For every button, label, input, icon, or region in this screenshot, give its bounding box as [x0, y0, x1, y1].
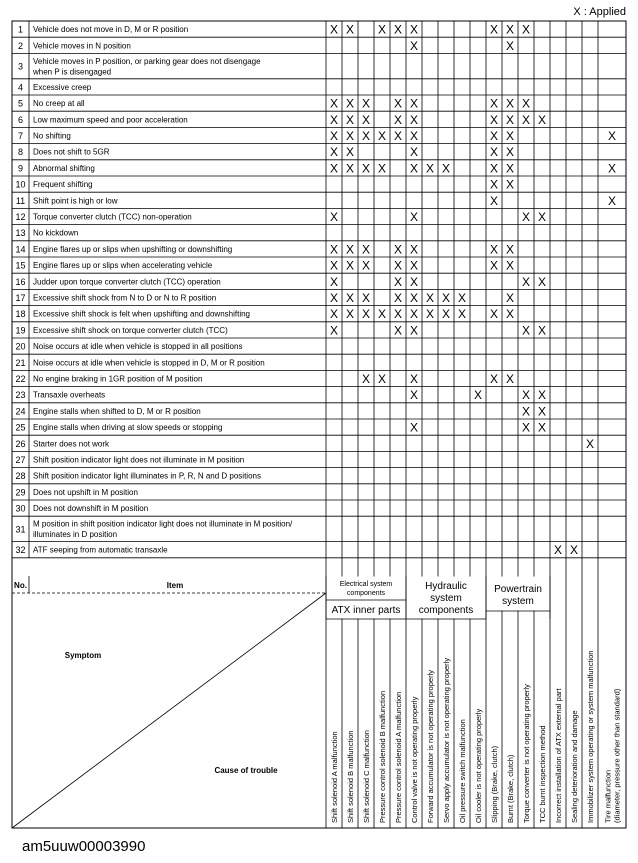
row-number: 28: [15, 471, 26, 482]
row-number: 30: [15, 503, 26, 514]
applied-mark: X: [361, 242, 371, 257]
applied-mark: X: [489, 177, 499, 192]
powertrain-group-label: Powertrain: [494, 584, 542, 595]
symptom-text: Does not downshift in M position: [33, 504, 149, 514]
symptom-text: Low maximum speed and poor acceleration: [33, 115, 188, 125]
applied-mark: X: [505, 145, 515, 160]
row-number: 11: [15, 195, 26, 206]
row-number: 24: [15, 406, 26, 417]
symptom-text: No shifting: [33, 131, 71, 141]
applied-mark: X: [489, 372, 499, 386]
row-number: 2: [17, 40, 24, 51]
applied-mark: X: [425, 291, 435, 305]
applied-mark: X: [505, 112, 515, 127]
applied-mark: X: [473, 388, 483, 403]
applied-mark: X: [409, 323, 419, 338]
cause-column-label: Oil cooler is not operating properly: [474, 708, 483, 823]
row-number: 25: [15, 422, 26, 433]
applied-mark: X: [505, 161, 515, 176]
applied-mark: X: [505, 96, 515, 111]
applied-mark: X: [489, 96, 499, 111]
applied-mark: X: [329, 323, 339, 338]
cause-column-label: Sealing deterioration and damage: [570, 710, 579, 823]
symptom-text: Transaxle overheats: [33, 390, 106, 400]
applied-mark: X: [607, 129, 617, 143]
row-number: 23: [15, 390, 26, 401]
applied-mark: X: [377, 372, 387, 386]
row-number: 17: [15, 293, 26, 303]
symptom-text: Noise occurs at idle when vehicle is stopped in D, M or R position: [33, 358, 265, 368]
symptom-text: Shift position indicator light does not illuminate in M position: [33, 455, 245, 465]
row-number: 4: [17, 82, 24, 93]
row-number: 10: [15, 179, 26, 190]
symptom-text: when P is disengaged: [33, 67, 112, 77]
applied-mark: X: [521, 274, 531, 289]
row-number: 26: [15, 438, 26, 449]
applied-mark: X: [505, 38, 515, 53]
applied-mark: X: [345, 307, 355, 322]
symptom-text: Does not shift to 5GR: [33, 147, 110, 157]
row-number: 13: [15, 228, 26, 239]
applied-mark: X: [329, 22, 339, 37]
applied-mark: X: [521, 112, 531, 127]
applied-mark: X: [409, 258, 419, 273]
row-number: 8: [17, 147, 24, 158]
applied-mark: X: [521, 388, 531, 403]
applied-mark: X: [377, 161, 387, 176]
powertrain-group-label: system: [502, 596, 534, 607]
row-number: 27: [15, 455, 26, 465]
applied-mark: X: [393, 274, 403, 289]
cause-column-label: Pressure control solenoid B malfunction: [378, 690, 387, 823]
cause-column-label: Slipping (Brake, clutch): [490, 745, 499, 823]
applied-mark: X: [393, 129, 403, 143]
row-number: 18: [15, 309, 26, 320]
cause-column-label: Immobilizer system operating or system malfunction: [586, 650, 595, 823]
applied-mark: X: [377, 129, 387, 143]
symptom-text: Torque converter clutch (TCC) non-operation: [33, 212, 192, 222]
header-item: Item: [166, 581, 184, 590]
row-number: 5: [17, 98, 24, 109]
cause-column-label: TCC burnt inspection method: [538, 725, 547, 823]
applied-mark: X: [537, 420, 547, 435]
symptom-text: ATF seeping from automatic transaxle: [33, 545, 168, 555]
cause-column-label: Tire malfunction: [603, 769, 613, 823]
applied-mark: X: [457, 307, 467, 322]
hydraulic-group-label: components: [418, 605, 474, 616]
applied-mark: X: [409, 274, 419, 289]
row-number: 19: [15, 325, 26, 336]
applied-mark: X: [607, 193, 617, 208]
applied-mark: X: [409, 129, 419, 143]
applied-mark: X: [361, 96, 371, 111]
symptom-text: Abnormal shifting: [33, 163, 95, 173]
applied-mark: X: [489, 258, 499, 273]
applied-mark: X: [393, 291, 403, 305]
applied-mark: X: [393, 22, 403, 37]
applied-mark: X: [409, 161, 419, 176]
applied-mark: X: [489, 161, 499, 176]
symptom-text: Shift position indicator light illuminates in P, R, N and D positions: [33, 471, 261, 481]
applied-mark: X: [505, 129, 515, 143]
symptom-text: Engine stalls when shifted to D, M or R position: [33, 406, 201, 416]
applied-mark: X: [489, 112, 499, 127]
applied-mark: X: [537, 388, 547, 403]
applied-mark: X: [505, 372, 515, 386]
applied-mark: X: [409, 242, 419, 257]
symptom-text: Does not upshift in M position: [33, 487, 138, 497]
cause-column-label: (diameter, pressure other than standard): [612, 688, 622, 823]
row-number: 3: [17, 61, 24, 72]
applied-mark: X: [393, 323, 403, 338]
applied-mark: X: [377, 22, 387, 37]
electrical-group-label: Electrical system: [339, 581, 393, 588]
applied-mark: X: [521, 210, 531, 224]
applied-mark: X: [505, 177, 515, 192]
symptom-text: Excessive shift shock on torque converter clutch (TCC): [33, 325, 228, 335]
applied-mark: X: [393, 96, 403, 111]
row-number: 22: [15, 374, 26, 384]
applied-mark: X: [361, 307, 371, 322]
applied-mark: X: [329, 96, 339, 111]
applied-mark: X: [329, 161, 339, 176]
applied-mark: X: [505, 307, 515, 322]
applied-mark: X: [489, 193, 499, 208]
applied-mark: X: [489, 307, 499, 322]
symptom-text: Engine stalls when driving at slow speeds or stopping: [33, 423, 223, 433]
row-number: 7: [17, 131, 24, 141]
applied-mark: X: [345, 112, 355, 127]
row-number: 15: [15, 260, 26, 271]
header-no: No.: [14, 581, 27, 590]
symptom-text: Judder upon torque converter clutch (TCC) operation: [33, 277, 221, 287]
applied-mark: X: [409, 22, 419, 37]
hydraulic-group-label: system: [430, 593, 462, 604]
row-number: 31: [15, 524, 26, 535]
applied-mark: X: [329, 112, 339, 127]
applied-mark: X: [409, 96, 419, 111]
applied-mark: X: [537, 274, 547, 289]
symptom-text: M position in shift position indicator light does not illuminate in M position/: [33, 519, 293, 529]
row-number: 1: [17, 24, 24, 35]
applied-mark: X: [329, 307, 339, 322]
applied-mark: X: [457, 291, 467, 305]
applied-mark: X: [409, 291, 419, 305]
header-symptom: Symptom: [64, 651, 102, 660]
applied-mark: X: [361, 161, 371, 176]
applied-mark: X: [521, 22, 531, 37]
hydraulic-group-label: Hydraulic: [425, 581, 467, 592]
applied-mark: X: [377, 307, 387, 322]
applied-mark: X: [345, 161, 355, 176]
row-number: 21: [15, 357, 26, 368]
diagonal-line: [12, 593, 326, 828]
applied-mark: X: [489, 145, 499, 160]
cause-column-label: Torque converter is not operating properly: [522, 684, 531, 823]
applied-mark: X: [329, 242, 339, 257]
applied-mark: X: [345, 242, 355, 257]
symptom-text: Noise occurs at idle when vehicle is stopped in all positions: [33, 342, 243, 352]
applied-mark: X: [393, 307, 403, 322]
applied-mark: X: [537, 210, 547, 224]
row-number: 6: [17, 114, 24, 125]
applied-mark: X: [409, 145, 419, 160]
row-number: 20: [15, 341, 26, 352]
applied-mark: X: [393, 112, 403, 127]
applied-mark: X: [505, 258, 515, 273]
applied-mark: X: [489, 22, 499, 37]
row-number: 16: [15, 276, 26, 287]
cause-column-label: Shift solenoid B malfunction: [346, 730, 355, 823]
applied-mark: X: [329, 258, 339, 273]
applied-mark: X: [505, 291, 515, 305]
applied-mark: X: [329, 210, 339, 224]
applied-mark: X: [489, 242, 499, 257]
row-number: 32: [15, 545, 26, 556]
row-number: 12: [15, 212, 26, 222]
applied-mark: X: [425, 161, 435, 176]
cause-column-label: Incorrect installation of ATX external part: [554, 688, 563, 823]
applied-mark: X: [345, 129, 355, 143]
symptom-text: Excessive creep: [33, 82, 92, 92]
applied-mark: X: [569, 543, 579, 558]
applied-mark: X: [425, 307, 435, 322]
applied-mark: X: [361, 372, 371, 386]
row-number: 9: [17, 163, 24, 174]
cause-column-label: Pressure control solenoid A malfunction: [394, 691, 403, 823]
applied-mark: X: [361, 291, 371, 305]
applied-mark: X: [537, 323, 547, 338]
applied-mark: X: [329, 274, 339, 289]
atx-group-label: ATX inner parts: [331, 605, 401, 616]
cause-column-label: Control valve is not operating properly: [410, 696, 419, 823]
symptom-text: No engine braking in 1GR position of M position: [33, 374, 203, 384]
symptom-text: illuminates in D position: [33, 530, 118, 540]
cause-column-label: Servo apply accumulator is not operating properly: [442, 657, 451, 823]
electrical-group-label: components: [346, 590, 386, 597]
applied-mark: X: [329, 129, 339, 143]
row-number: 14: [15, 244, 26, 255]
symptom-text: Engine flares up or slips when upshifting or downshifting: [33, 244, 233, 254]
symptom-text: Excessive shift shock from N to D or N to R position: [33, 293, 217, 303]
applied-mark: X: [409, 388, 419, 403]
symptom-text: Vehicle does not move in D, M or R position: [33, 25, 189, 35]
cause-column-label: Forward accumulator is not operating properly: [426, 670, 435, 823]
applied-mark: X: [345, 258, 355, 273]
applied-mark: X: [537, 404, 547, 419]
symptom-text: Starter does not work: [33, 439, 110, 449]
applied-mark: X: [441, 161, 451, 176]
applied-mark: X: [441, 307, 451, 322]
applied-mark: X: [345, 22, 355, 37]
applied-mark: X: [329, 145, 339, 160]
symptom-text: No creep at all: [33, 99, 85, 109]
figure-id: am5uuw00003990: [22, 838, 146, 855]
applied-mark: X: [505, 242, 515, 257]
cause-column-label: Oil pressure switch malfunction: [458, 719, 467, 823]
cause-column-label: Burnt (Brake, clutch): [506, 754, 515, 823]
applied-mark: X: [607, 161, 617, 176]
applied-mark: X: [489, 129, 499, 143]
row-number: 29: [15, 487, 26, 498]
applied-mark: X: [505, 22, 515, 37]
legend: X : Applied: [573, 6, 626, 18]
symptom-text: No kickdown: [33, 228, 79, 238]
applied-mark: X: [345, 145, 355, 160]
cause-column-label: Shift solenoid A malfunction: [330, 731, 339, 823]
applied-mark: X: [393, 242, 403, 257]
applied-mark: X: [409, 210, 419, 224]
applied-mark: X: [409, 112, 419, 127]
cause-column-label: Shift solenoid C malfunction: [362, 730, 371, 823]
applied-mark: X: [521, 420, 531, 435]
applied-mark: X: [361, 129, 371, 143]
applied-mark: X: [521, 404, 531, 419]
symptom-text: Vehicle moves in N position: [33, 41, 131, 51]
applied-mark: X: [409, 38, 419, 53]
symptom-text: Vehicle moves in P position, or parking gear does not disengage: [33, 56, 261, 66]
applied-mark: X: [585, 436, 595, 451]
applied-mark: X: [361, 112, 371, 127]
applied-mark: X: [409, 372, 419, 386]
symptom-text: Excessive shift shock is felt when upshifting and downshifting: [33, 309, 251, 319]
applied-mark: X: [521, 96, 531, 111]
symptom-text: Frequent shifting: [33, 180, 93, 190]
applied-mark: X: [345, 291, 355, 305]
applied-mark: X: [553, 543, 563, 558]
applied-mark: X: [521, 323, 531, 338]
applied-mark: X: [441, 291, 451, 305]
applied-mark: X: [409, 420, 419, 435]
symptom-text: Engine flares up or slips when accelerating vehicle: [33, 261, 213, 271]
applied-mark: X: [537, 112, 547, 127]
applied-mark: X: [345, 96, 355, 111]
applied-mark: X: [409, 307, 419, 322]
applied-mark: X: [361, 258, 371, 273]
symptom-text: Shift point is high or low: [33, 196, 118, 206]
applied-mark: X: [329, 291, 339, 305]
header-cause: Cause of trouble: [214, 766, 278, 775]
applied-mark: X: [393, 258, 403, 273]
